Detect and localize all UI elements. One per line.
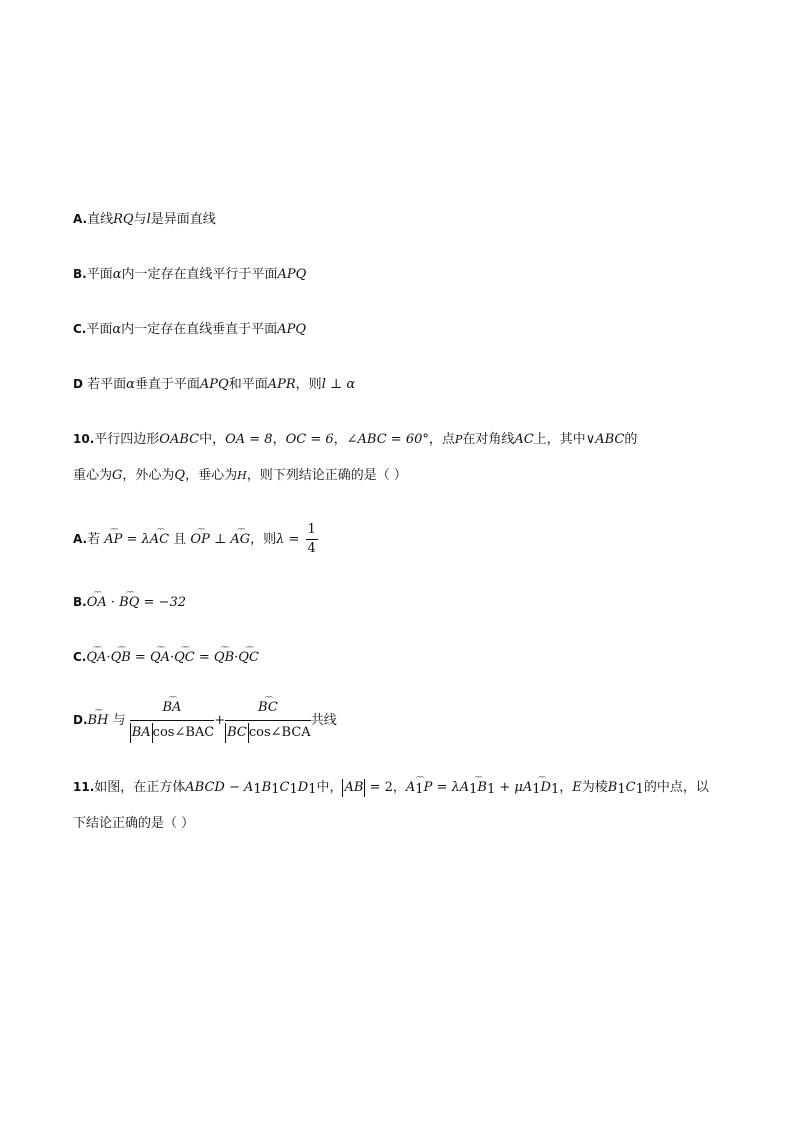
q10-option-c: C.⌢⌢ QA·⌢⌢ QB = ⌢⌢ QA·⌢⌢ QC = ⌢⌢ QB·⌢⌢ QC: [73, 648, 259, 667]
q9-option-c: C.平面α内一定存在直线垂直于平面APQ: [73, 322, 306, 337]
vector: ⌢⌢ QA: [150, 649, 170, 667]
q10-option-a: A.若 ⌢⌢ AP = λ⌢⌢ AC 且 ⌢⌢ OP ⊥ ⌢⌢ AG，则λ = $\frac{1}{4}$: [73, 520, 320, 559]
vector: ⌢⌢ QC: [238, 649, 259, 667]
vector: ⌢⌢ QB: [111, 649, 131, 667]
option-label: B.: [73, 267, 87, 281]
vector: ⌢⌢ AC: [150, 521, 169, 559]
fraction: ⌢⌢ $\frac{BC}{\text{BC cos∠BCA}}$: [225, 698, 311, 743]
question-number: 11.: [73, 780, 95, 794]
q11-stem-line2: 下结论正确的是（ ）: [73, 816, 195, 831]
option-label: C.: [73, 650, 87, 664]
vector: ⌢⌢ $A_1P$: [406, 779, 432, 799]
q10-option-b: B.⌢⌢ OA · ⌢⌢ BQ = −32: [73, 593, 186, 612]
vector: ⌢⌢ BC: [258, 698, 278, 718]
vector: ⌢⌢ QA: [86, 649, 106, 667]
vector: ⌢⌢ AP: [104, 521, 122, 559]
vector: ⌢⌢ BH: [88, 694, 109, 748]
magnitude: BA: [130, 723, 153, 743]
option-label: B.: [73, 595, 87, 609]
q9-option-b: B.平面α内一定存在直线平行于平面APQ: [73, 267, 307, 282]
question-number: 10.: [73, 432, 95, 446]
magnitude: BC: [225, 723, 249, 743]
fraction: $\frac{1}{4}$: [307, 522, 316, 556]
option-label: C.: [73, 322, 87, 336]
vector: ⌢⌢ QB: [214, 649, 234, 667]
fraction: ⌢⌢ $\frac{BA}{\text{BA cos∠BAC}}$: [130, 698, 215, 743]
magnitude: AB: [344, 780, 364, 795]
option-label: D.: [73, 713, 88, 727]
q10-option-d: D.⌢⌢ BH 与 ⌢⌢ $\frac{BA}{\text{BA cos∠BAC}}$ + ⌢⌢ $\frac{BC}{\text{BC cos∠BCA}}$ 共线: [73, 693, 337, 748]
option-label: A.: [73, 212, 88, 226]
option-label: A.: [73, 532, 88, 546]
vector: ⌢⌢ BA: [163, 698, 182, 718]
q10-stem-line1: 10.平行四边形OABC中，OA = 8，OC = 6，∠ABC = 60°，点P在对角线AC上，其中∨ABC的: [73, 432, 638, 447]
vector: ⌢⌢ OP: [190, 521, 209, 559]
q9-option-a: A.直线RQ与l是异面直线: [73, 212, 216, 227]
vector: ⌢⌢ AG: [230, 521, 250, 559]
vector: ⌢⌢ $A_1D_1$: [523, 779, 559, 799]
vector: ⌢⌢ OA: [87, 594, 107, 612]
option-label: D: [73, 377, 83, 391]
vector: ⌢⌢ BQ: [119, 594, 139, 612]
q9-option-d: D 若平面α垂直于平面APQ和平面APR，则l ⊥ α: [73, 377, 356, 392]
vector: ⌢⌢ $A_1B_1$: [460, 779, 496, 799]
q10-stem-line2: 重心为G，外心为Q，垂心为H，则下列结论正确的是（ ）: [73, 468, 407, 483]
q11-stem-line1: 11.如图，在正方体ABCD − $A_1B_1C_1D_1$中， AB = 2，⌢⌢ $A_1P$ = λ⌢⌢ $A_1B_1$ + μ⌢⌢ $A_1D_1$，E为棱$B_1C_1$的中点，以: [73, 778, 709, 799]
vector: ⌢⌢ QC: [174, 649, 195, 667]
